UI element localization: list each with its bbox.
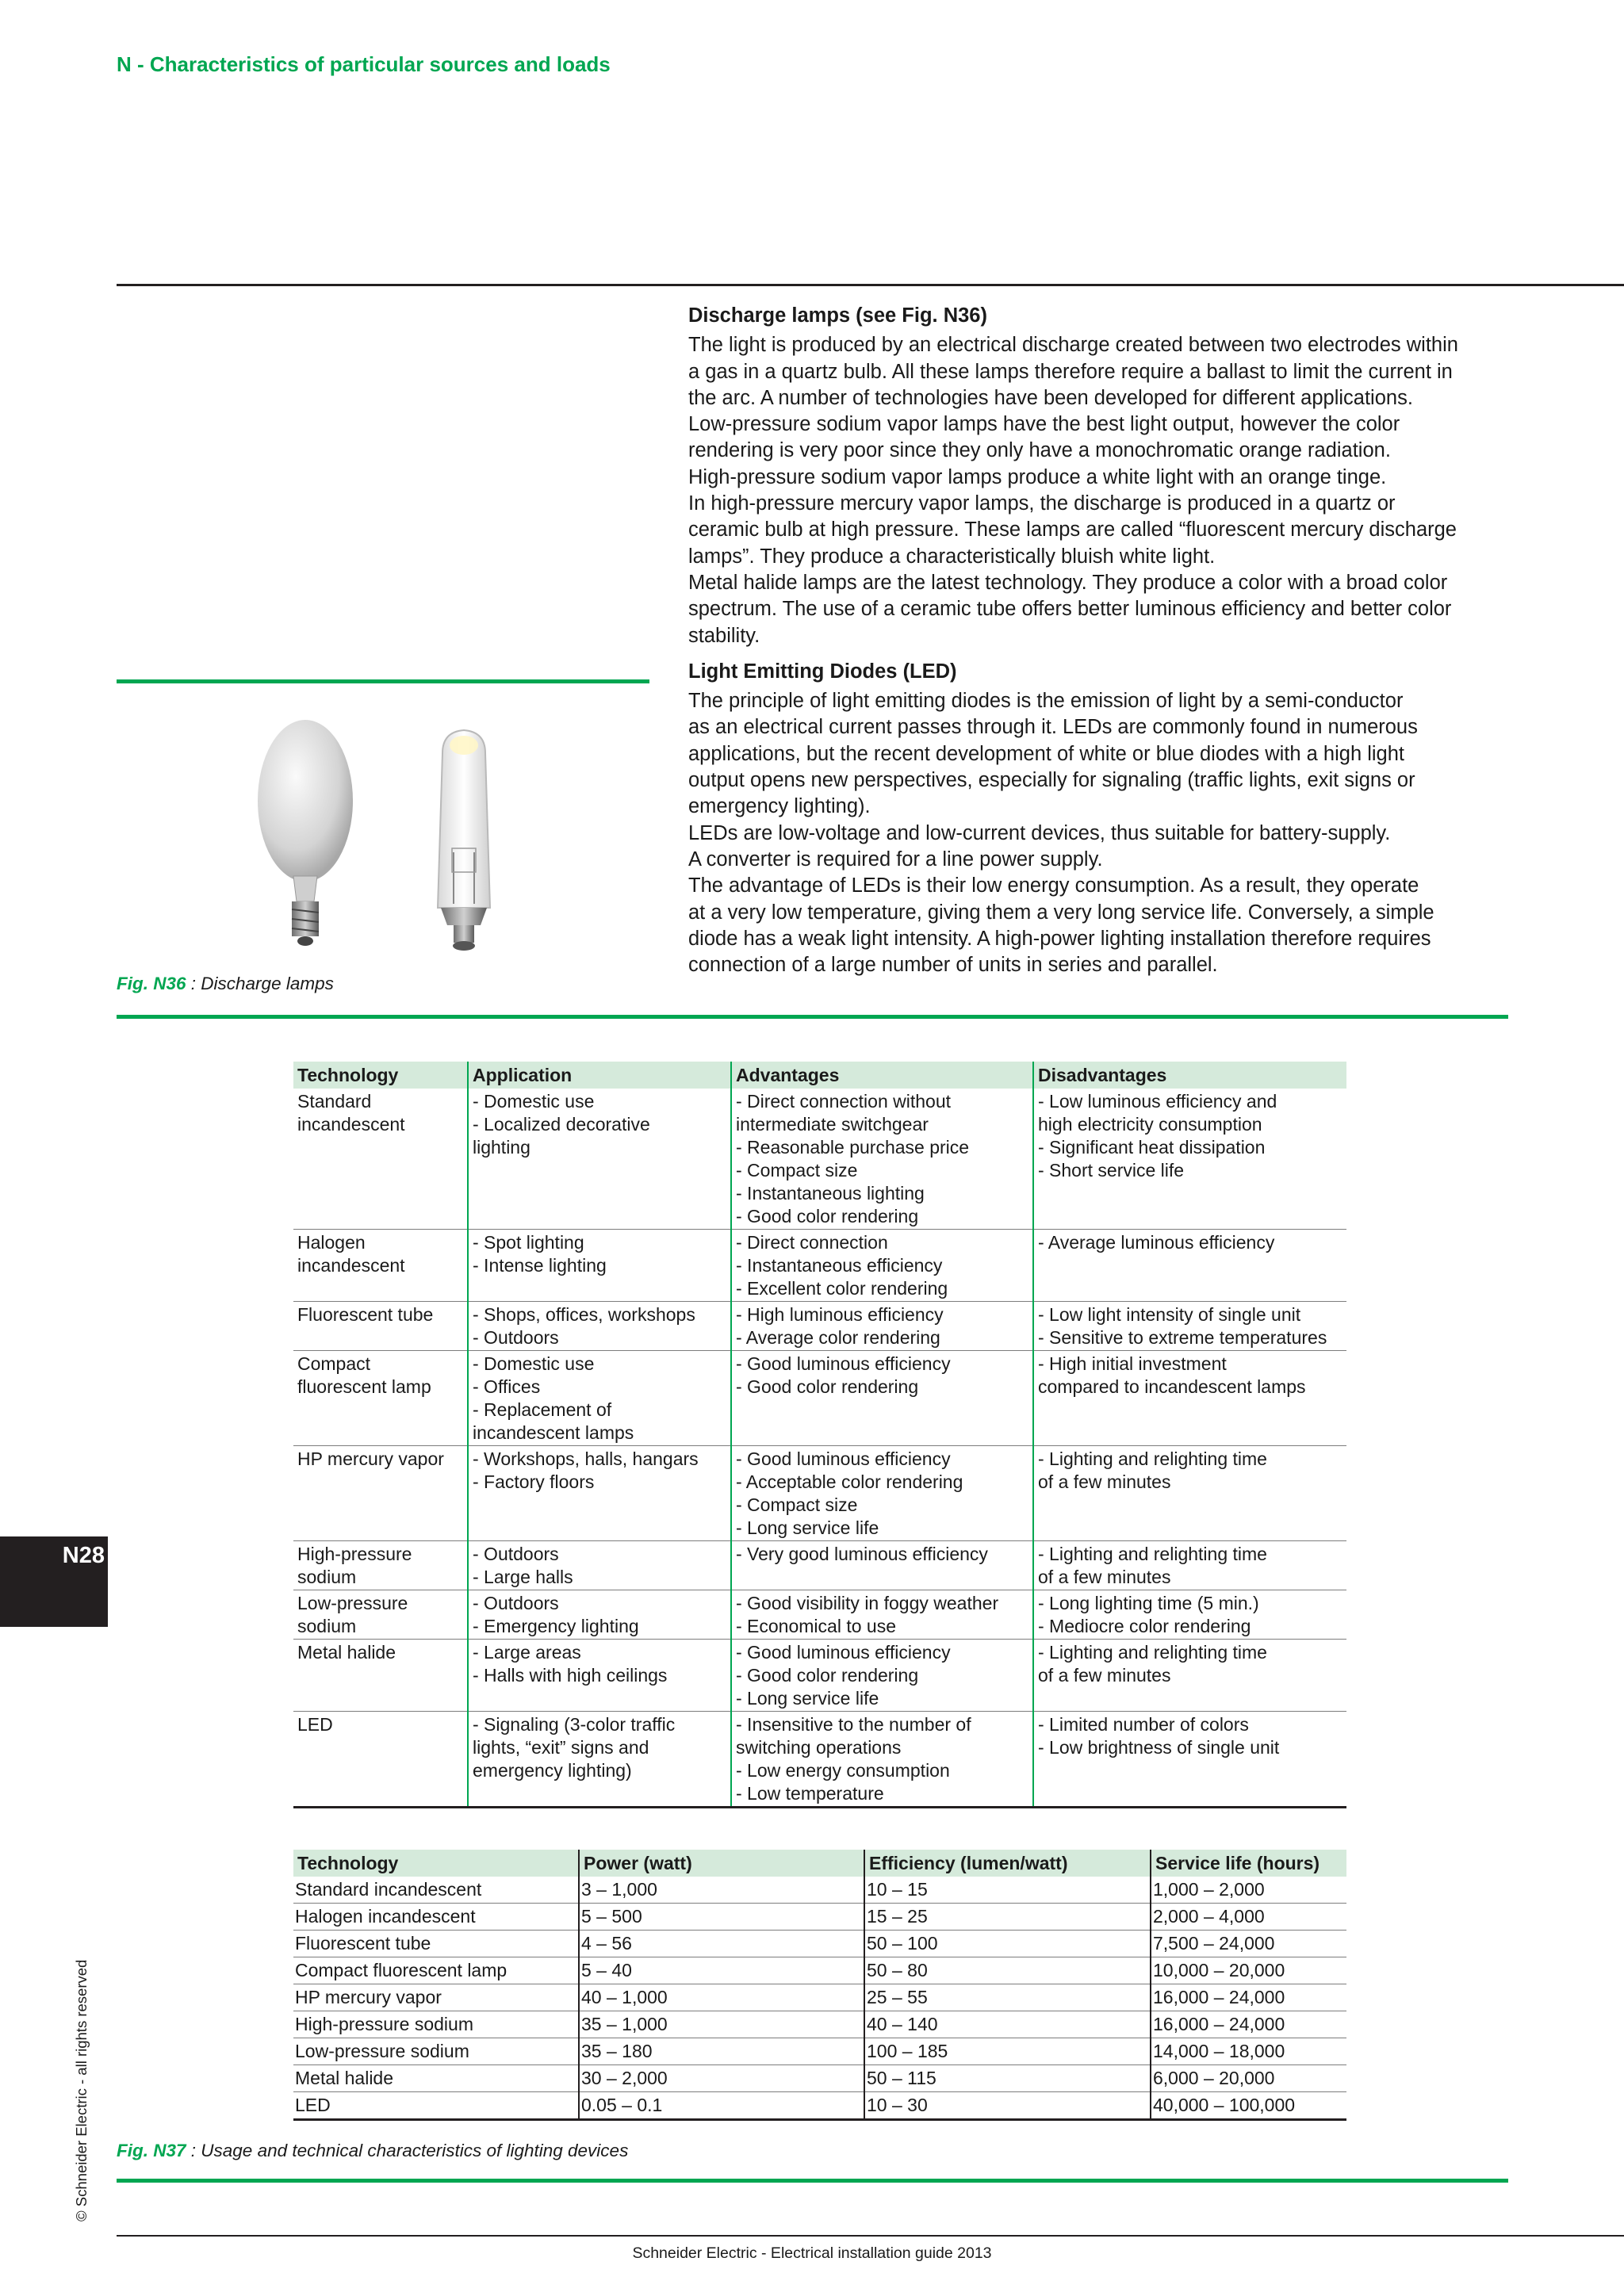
table-row <box>293 1904 1346 1931</box>
cell-line: high electricity consumption <box>1038 1114 1262 1135</box>
cell-line: - Replacement of <box>473 1399 612 1420</box>
cell-line: - Reasonable purchase price <box>736 1137 970 1158</box>
cell-technology <box>293 1302 468 1351</box>
cell-efficiency: 10 – 15 <box>864 1877 1151 1904</box>
cell-efficiency: 50 – 100 <box>864 1931 1151 1957</box>
top-rule <box>117 284 1624 286</box>
cell-technology: Metal halide <box>293 2065 579 2092</box>
table-row <box>293 1541 1346 1590</box>
text-line: spectrum. The use of a ceramic tube offers better luminous efficiency and better color <box>688 598 1452 621</box>
cell-line: - Domestic use <box>473 1091 595 1112</box>
cell-line: Halogen <box>297 1232 366 1253</box>
cell-line: intermediate switchgear <box>736 1114 929 1135</box>
cell-service-life: 40,000 – 100,000 <box>1151 2092 1346 2120</box>
cell-line: - Good color rendering <box>736 1665 919 1686</box>
table-row <box>293 1351 1346 1446</box>
text-line: connection of a large number of units in series and parallel. <box>688 954 1218 977</box>
cell-line: - Good visibility in foggy weather <box>736 1593 999 1613</box>
fig-n36-text: : Discharge lamps <box>186 974 334 993</box>
cell-application <box>468 1590 731 1640</box>
cell-service-life: 1,000 – 2,000 <box>1151 1877 1346 1904</box>
cell-line: sodium <box>297 1567 357 1587</box>
cell-service-life: 14,000 – 18,000 <box>1151 2038 1346 2065</box>
cell-line: - Lighting and relighting time <box>1038 1448 1267 1469</box>
figure-rule <box>117 679 649 683</box>
cell-technology: Low-pressure sodium <box>293 2038 579 2065</box>
fig-n36-label: Fig. N36 <box>117 974 186 993</box>
cell-power: 3 – 1,000 <box>579 1877 864 1904</box>
header-advantages: Advantages <box>731 1062 1033 1089</box>
cell-disadvantages <box>1033 1302 1346 1351</box>
cell-line: - Good luminous efficiency <box>736 1642 951 1663</box>
cell-application <box>468 1351 731 1446</box>
cell-application <box>468 1089 731 1230</box>
text-line: Metal halide lamps are the latest technology. They produce a color with a broad color <box>688 571 1448 594</box>
cell-line: - Short service life <box>1038 1160 1185 1181</box>
cell-technology <box>293 1446 468 1541</box>
discharge-lamps-illustration <box>238 718 571 963</box>
cell-technology <box>293 1089 468 1230</box>
cell-efficiency: 50 – 115 <box>864 2065 1151 2092</box>
section-rule <box>117 1015 1508 1019</box>
cell-service-life: 16,000 – 24,000 <box>1151 1984 1346 2011</box>
cell-line: - Emergency lighting <box>473 1616 639 1636</box>
cell-technology: HP mercury vapor <box>293 1984 579 2011</box>
cell-efficiency: 50 – 80 <box>864 1957 1151 1984</box>
cell-technology: High-pressure sodium <box>293 2011 579 2038</box>
cell-advantages <box>731 1712 1033 1808</box>
cell-application <box>468 1712 731 1808</box>
text-line: the arc. A number of technologies have been developed for different applications. <box>688 386 1413 409</box>
cell-advantages <box>731 1089 1033 1230</box>
cell-power: 5 – 40 <box>579 1957 864 1984</box>
cell-efficiency: 10 – 30 <box>864 2092 1151 2120</box>
table-row <box>293 1931 1346 1957</box>
table-row <box>293 2065 1346 2092</box>
table-row <box>293 1712 1346 1808</box>
cell-technology <box>293 1640 468 1712</box>
cell-power: 35 – 180 <box>579 2038 864 2065</box>
text-line: output opens new perspectives, especially for signaling (traffic lights, exit signs or <box>688 769 1415 792</box>
cell-line: - Long lighting time (5 min.) <box>1038 1593 1259 1613</box>
specs-table <box>293 1850 1346 2121</box>
cell-line: - Good luminous efficiency <box>736 1353 951 1374</box>
cell-line: - Direct connection <box>736 1232 888 1253</box>
cell-advantages <box>731 1230 1033 1302</box>
cell-service-life: 7,500 – 24,000 <box>1151 1931 1346 1957</box>
cell-line: - Compact size <box>736 1160 858 1181</box>
text-line: lamps”. They produce a characteristically bluish white light. <box>688 545 1216 568</box>
usage-table <box>293 1062 1346 1808</box>
header-power: Power (watt) <box>579 1850 864 1877</box>
cell-line: - Outdoors <box>473 1544 559 1564</box>
cell-line: - Large areas <box>473 1642 581 1663</box>
header-technology: Technology <box>293 1850 579 1877</box>
text-line: diode has a weak light intensity. A high-power lighting installation therefore requires <box>688 927 1431 950</box>
text-line: The advantage of LEDs is their low energy consumption. As a result, they operate <box>688 874 1419 897</box>
cell-technology: Standard incandescent <box>293 1877 579 1904</box>
cell-line: - Offices <box>473 1376 541 1397</box>
table-row <box>293 1984 1346 2011</box>
cell-advantages <box>731 1590 1033 1640</box>
cell-line: Compact <box>297 1353 371 1374</box>
cell-line: - High initial investment <box>1038 1353 1227 1374</box>
cell-line: - Acceptable color rendering <box>736 1471 963 1492</box>
cell-disadvantages <box>1033 1351 1346 1446</box>
text-line: stability. <box>688 624 760 647</box>
cell-technology <box>293 1712 468 1808</box>
text-line: A converter is required for a line power supply. <box>688 848 1103 871</box>
cell-line: of a few minutes <box>1038 1567 1171 1587</box>
cell-line: - Shops, offices, workshops <box>473 1304 695 1325</box>
cell-technology: LED <box>293 2092 579 2120</box>
header-disadvantages: Disadvantages <box>1033 1062 1346 1089</box>
cell-service-life: 10,000 – 20,000 <box>1151 1957 1346 1984</box>
cell-line: - Intense lighting <box>473 1255 607 1276</box>
cell-line: - Average color rendering <box>736 1327 940 1348</box>
cell-line: switching operations <box>736 1737 902 1758</box>
cell-line: - Outdoors <box>473 1593 559 1613</box>
cell-technology <box>293 1351 468 1446</box>
fig-n37-caption <box>117 2141 628 2161</box>
cell-line: incandescent <box>297 1114 405 1135</box>
cell-application <box>468 1541 731 1590</box>
page-number: N28 <box>62 1543 105 1568</box>
cell-line: lights, “exit” signs and <box>473 1737 649 1758</box>
cell-line: - Workshops, halls, hangars <box>473 1448 699 1469</box>
cell-power: 4 – 56 <box>579 1931 864 1957</box>
cell-advantages <box>731 1351 1033 1446</box>
cell-line: - Low light intensity of single unit <box>1038 1304 1301 1325</box>
table-row <box>293 2092 1346 2120</box>
cell-efficiency: 100 – 185 <box>864 2038 1151 2065</box>
cell-technology <box>293 1230 468 1302</box>
cell-technology: Compact fluorescent lamp <box>293 1957 579 1984</box>
cell-line: - Compact size <box>736 1494 858 1515</box>
cell-line: - Spot lighting <box>473 1232 584 1253</box>
cell-line: - Direct connection without <box>736 1091 952 1112</box>
cell-line: incandescent <box>297 1255 405 1276</box>
cell-line: - Good color rendering <box>736 1206 919 1226</box>
cell-line: - Significant heat dissipation <box>1038 1137 1266 1158</box>
table-row <box>293 1230 1346 1302</box>
table-row <box>293 1302 1346 1351</box>
cell-technology <box>293 1590 468 1640</box>
page-footer: Schneider Electric - Electrical installation guide 2013 <box>632 2244 992 2262</box>
footer-rule <box>117 2235 1624 2237</box>
cell-disadvantages <box>1033 1590 1346 1640</box>
cell-advantages <box>731 1640 1033 1712</box>
cell-line: - Limited number of colors <box>1038 1714 1249 1735</box>
copyright-notice: © Schneider Electric - all rights reserved <box>73 1959 90 2221</box>
page-tab <box>0 1536 108 1627</box>
text-line: High-pressure sodium vapor lamps produce a white light with an orange tinge. <box>688 465 1387 488</box>
text-line: ceramic bulb at high pressure. These lamps are called “fluorescent mercury discharge <box>688 519 1457 541</box>
led-heading: Light Emitting Diodes (LED) <box>688 660 957 683</box>
cell-line: - Low luminous efficiency and <box>1038 1091 1277 1112</box>
text-line: at a very low temperature, giving them a very long service life. Conversely, a simple <box>688 901 1434 924</box>
cell-application <box>468 1446 731 1541</box>
cell-power: 30 – 2,000 <box>579 2065 864 2092</box>
closing-rule <box>117 2179 1508 2183</box>
cell-line: High-pressure <box>297 1544 412 1564</box>
table-row <box>293 1877 1346 1904</box>
cell-application <box>468 1640 731 1712</box>
cell-disadvantages <box>1033 1089 1346 1230</box>
text-line: The principle of light emitting diodes is the emission of light by a semi-conductor <box>688 690 1404 713</box>
header-efficiency: Efficiency (lumen/watt) <box>864 1850 1151 1877</box>
cell-line: - Sensitive to extreme temperatures <box>1038 1327 1327 1348</box>
table-row <box>293 2038 1346 2065</box>
table-row <box>293 1640 1346 1712</box>
cell-line: Standard <box>297 1091 372 1112</box>
cell-line: HP mercury vapor <box>297 1448 444 1469</box>
cell-line: - Lighting and relighting time <box>1038 1642 1267 1663</box>
cell-efficiency: 25 – 55 <box>864 1984 1151 2011</box>
cell-line: emergency lighting) <box>473 1760 632 1781</box>
text-line: applications, but the recent development of white or blue diodes with a high light <box>688 742 1404 765</box>
fig-n37-label: Fig. N37 <box>117 2141 186 2160</box>
led-paragraph <box>688 688 1513 978</box>
cell-application <box>468 1302 731 1351</box>
cell-line: - Average luminous efficiency <box>1038 1232 1275 1253</box>
cell-advantages <box>731 1541 1033 1590</box>
cell-line: - High luminous efficiency <box>736 1304 944 1325</box>
table-row <box>293 1446 1346 1541</box>
header-application: Application <box>468 1062 731 1089</box>
cell-line: of a few minutes <box>1038 1471 1171 1492</box>
cell-line: - Domestic use <box>473 1353 595 1374</box>
cell-efficiency: 15 – 25 <box>864 1904 1151 1931</box>
cell-application <box>468 1230 731 1302</box>
cell-line: - Good luminous efficiency <box>736 1448 951 1469</box>
table-row <box>293 1957 1346 1984</box>
cell-line: of a few minutes <box>1038 1665 1171 1686</box>
cell-line: compared to incandescent lamps <box>1038 1376 1306 1397</box>
cell-line: Metal halide <box>297 1642 396 1663</box>
cell-power: 35 – 1,000 <box>579 2011 864 2038</box>
discharge-paragraph <box>688 332 1513 649</box>
cell-disadvantages <box>1033 1230 1346 1302</box>
text-line: The light is produced by an electrical discharge created between two electrodes within <box>688 334 1458 357</box>
text-line: a gas in a quartz bulb. All these lamps therefore require a ballast to limit the current in <box>688 360 1453 383</box>
tubular-lamp-icon <box>438 730 490 951</box>
cell-line: - Long service life <box>736 1517 879 1538</box>
cell-line: lighting <box>473 1137 530 1158</box>
fig-n37-text: : Usage and technical characteristics of lighting devices <box>186 2141 629 2160</box>
cell-line: - Large halls <box>473 1567 573 1587</box>
cell-line: - Low energy consumption <box>736 1760 950 1781</box>
cell-line: - Instantaneous efficiency <box>736 1255 943 1276</box>
cell-service-life: 16,000 – 24,000 <box>1151 2011 1346 2038</box>
fig-n36-caption <box>117 974 334 994</box>
text-line: as an electrical current passes through it. LEDs are commonly found in numerous <box>688 716 1418 739</box>
table-row <box>293 2011 1346 2038</box>
cell-line: - Halls with high ceilings <box>473 1665 668 1686</box>
cell-advantages <box>731 1302 1033 1351</box>
cell-line: LED <box>297 1714 333 1735</box>
cell-line: - Very good luminous efficiency <box>736 1544 988 1564</box>
cell-line: - Low brightness of single unit <box>1038 1737 1280 1758</box>
header-technology: Technology <box>293 1062 468 1089</box>
cell-line: fluorescent lamp <box>297 1376 431 1397</box>
cell-advantages <box>731 1446 1033 1541</box>
text-line: rendering is very poor since they only have a monochromatic orange radiation. <box>688 439 1391 462</box>
cell-service-life: 6,000 – 20,000 <box>1151 2065 1346 2092</box>
discharge-heading: Discharge lamps (see Fig. N36) <box>688 304 987 327</box>
text-line: LEDs are low-voltage and low-current devices, thus suitable for battery-supply. <box>688 821 1391 844</box>
ellipsoid-lamp-icon <box>258 720 353 946</box>
cell-line: - Low temperature <box>736 1783 884 1804</box>
cell-line: - Long service life <box>736 1688 879 1709</box>
cell-line: - Lighting and relighting time <box>1038 1544 1267 1564</box>
body-text <box>688 303 1513 978</box>
cell-power: 0.05 – 0.1 <box>579 2092 864 2120</box>
table-row <box>293 1590 1346 1640</box>
cell-line: - Outdoors <box>473 1327 559 1348</box>
cell-line: - Good color rendering <box>736 1376 919 1397</box>
cell-line: incandescent lamps <box>473 1422 634 1443</box>
table-row <box>293 1089 1346 1230</box>
cell-line: Fluorescent tube <box>297 1304 434 1325</box>
cell-service-life: 2,000 – 4,000 <box>1151 1904 1346 1931</box>
cell-disadvantages <box>1033 1541 1346 1590</box>
text-line: Low-pressure sodium vapor lamps have the best light output, however the color <box>688 413 1400 436</box>
cell-line: - Instantaneous lighting <box>736 1183 925 1203</box>
cell-line: - Localized decorative <box>473 1114 650 1135</box>
cell-line: Low-pressure <box>297 1593 408 1613</box>
text-line: emergency lighting). <box>688 795 871 818</box>
cell-disadvantages <box>1033 1446 1346 1541</box>
cell-technology: Fluorescent tube <box>293 1931 579 1957</box>
running-header: N - Characteristics of particular sources and loads <box>117 52 611 76</box>
usage-table-header <box>293 1062 1346 1089</box>
cell-technology <box>293 1541 468 1590</box>
cell-power: 40 – 1,000 <box>579 1984 864 2011</box>
specs-table-header <box>293 1850 1346 1877</box>
cell-efficiency: 40 – 140 <box>864 2011 1151 2038</box>
cell-technology: Halogen incandescent <box>293 1904 579 1931</box>
cell-power: 5 – 500 <box>579 1904 864 1931</box>
cell-disadvantages <box>1033 1712 1346 1808</box>
cell-line: - Excellent color rendering <box>736 1278 948 1299</box>
cell-line: - Signaling (3-color traffic <box>473 1714 676 1735</box>
cell-line: sodium <box>297 1616 357 1636</box>
text-line: In high-pressure mercury vapor lamps, the discharge is produced in a quartz or <box>688 492 1396 515</box>
cell-line: - Factory floors <box>473 1471 595 1492</box>
cell-disadvantages <box>1033 1640 1346 1712</box>
cell-line: - Insensitive to the number of <box>736 1714 971 1735</box>
cell-line: - Mediocre color rendering <box>1038 1616 1251 1636</box>
header-service-life: Service life (hours) <box>1151 1850 1346 1877</box>
cell-line: - Economical to use <box>736 1616 896 1636</box>
